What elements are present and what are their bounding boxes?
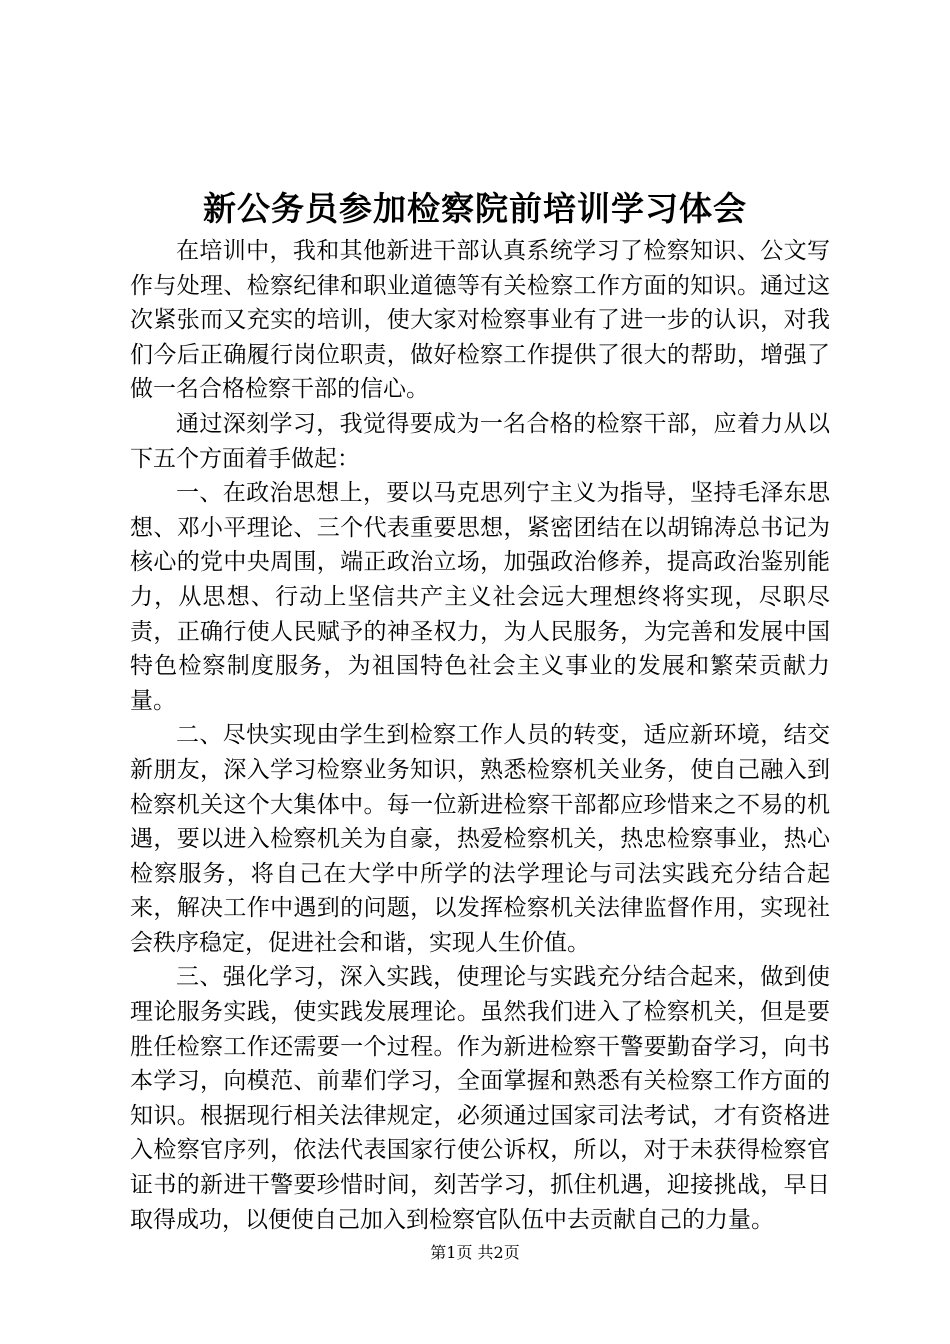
document-title: 新公务员参加检察院前培训学习体会 <box>203 189 747 228</box>
paragraph-summary: 通过深刻学习，我觉得要成为一名合格的检察干部，应着力从以下五个方面着手做起： <box>130 410 830 472</box>
document-body <box>130 234 830 1237</box>
paragraph-intro: 在培训中，我和其他新进干部认真系统学习了检察知识、公文写作与处理、检察纪律和职业道德等有关检察工作方面的知识。通过这次紧张而又充实的培训，使大家对检察事业有了进一步的认识，对我们今后正确履行岗位职责，做好检察工作提供了很大的帮助，增强了做一名合格检察干部的信心。 <box>130 238 830 403</box>
page-number: 第1页 共2页 <box>430 1243 520 1262</box>
paragraph-point-one: 一、在政治思想上，要以马克思列宁主义为指导，坚持毛泽东思想、邓小平理论、三个代表重要思想，紧密团结在以胡锦涛总书记为核心的党中央周围，端正政治立场，加强政治修养，提高政治鉴别能力，从思想、行动上坚信共产主义社会远大理想终将实现，尽职尽责，正确行使人民赋予的神圣权力，为人民服务，为完善和发展中国特色检察制度服务，为祖国特色社会主义事业的发展和繁荣贡献力量。 <box>130 480 830 714</box>
paragraph-point-two: 二、尽快实现由学生到检察工作人员的转变，适应新环境，结交新朋友，深入学习检察业务知识，熟悉检察机关业务，使自己融入到检察机关这个大集体中。每一位新进检察干部都应珍惜来之不易的机遇，要以进入检察机关为自豪，热爱检察机关，热忠检察事业，热心检察服务，将自己在大学中所学的法学理论与司法实践充分结合起来，解决工作中遇到的问题，以发挥检察机关法律监督作用，实现社会秩序稳定，促进社会和谐，实现人生价值。 <box>130 722 830 956</box>
paragraph-point-three: 三、强化学习，深入实践，使理论与实践充分结合起来，做到使理论服务实践，使实践发展理论。虽然我们进入了检察机关，但是要胜任检察工作还需要一个过程。作为新进检察干警要勤奋学习，向书本学习，向模范、前辈们学习，全面掌握和熟悉有关检察工作方面的知识。根据现行相关法律规定，必须通过国家司法考试，才有资格进入检察官序列，依法代表国家行使公诉权，所以，对于未获得检察官证书的新进干警要珍惜时间，刻苦学习，抓住机遇，迎接挑战，早日取得成功，以便使自己加入到检察官队伍中去贡献自己的力量。 <box>130 964 830 1233</box>
